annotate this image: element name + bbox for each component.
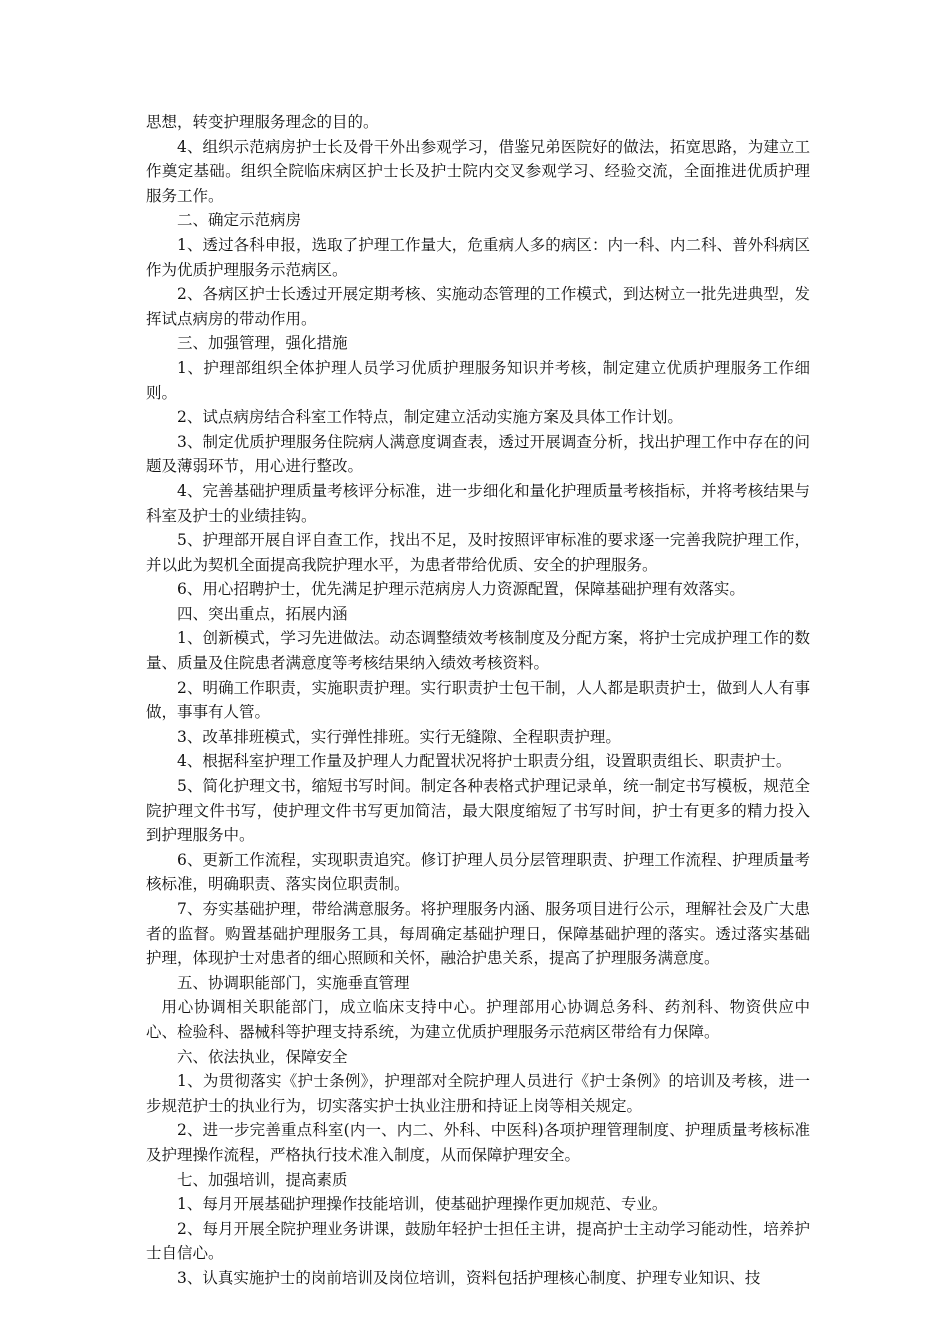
paragraph: 1、护理部组织全体护理人员学习优质护理服务知识并考核，制定建立优质护理服务工作细则。 bbox=[146, 358, 810, 402]
paragraph: 用心协调相关职能部门，成立临床支持中心。护理部用心协调总务科、药剂科、物资供应中心、检验科、器械科等护理支持系统，为建立优质护理服务示范病区带给有力保障。 bbox=[146, 998, 810, 1041]
paragraph: 五、协调职能部门，实施垂直管理 bbox=[177, 973, 410, 992]
paragraph: 2、每月开展全院护理业务讲课，鼓励年轻护士担任主讲，提高护士主动学习能动性，培养护士自信心。 bbox=[146, 1219, 810, 1263]
paragraph: 7、夯实基础护理，带给满意服务。将护理服务内涵、服务项目进行公示，理解社会及广大患者的监督。购置基础护理服务工具，每周确定基础护理日，保障基础护理的落实。透过落实基础护理，体现护士对患者的细心照顾和关怀，融洽护患关系，提高了护理服务满意度。 bbox=[146, 900, 810, 968]
paragraph: 2、各病区护士长透过开展定期考核、实施动态管理的工作模式，到达树立一批先进典型，发挥试点病房的带动作用。 bbox=[146, 285, 810, 328]
paragraph: 4、根据科室护理工作量及护理人力配置状况将护士职责分组，设置职责组长、职责护士。 bbox=[177, 752, 792, 771]
paragraph: 5、护理部开展自评自查工作，找出不足，及时按照评审标准的要求逐一完善我院护理工作，并以此为契机全面提高我院护理水平，为患者带给优质、安全的护理服务。 bbox=[146, 531, 810, 574]
paragraph: 七、加强培训，提高素质 bbox=[177, 1170, 348, 1189]
document-body bbox=[146, 110, 810, 1291]
paragraph: 3、制定优质护理服务住院病人满意度调查表，透过开展调查分析，找出护理工作中存在的问题及薄弱环节，用心进行整改。 bbox=[146, 432, 810, 476]
paragraph: 二、确定示范病房 bbox=[177, 211, 302, 230]
paragraph: 1、创新模式，学习先进做法。动态调整绩效考核制度及分配方案，将护士完成护理工作的数量、质量及住院患者满意度等考核结果纳入绩效考核资料。 bbox=[146, 629, 810, 673]
paragraph: 3、改革排班模式，实行弹性排班。实行无缝隙、全程职责护理。 bbox=[177, 727, 621, 746]
paragraph: 6、用心招聘护士，优先满足护理示范病房人力资源配置，保障基础护理有效落实。 bbox=[177, 580, 745, 599]
paragraph: 2、试点病房结合科室工作特点，制定建立活动实施方案及具体工作计划。 bbox=[177, 408, 683, 427]
paragraph: 3、认真实施护士的岗前培训及岗位培训，资料包括护理核心制度、护理专业知识、技 bbox=[177, 1268, 761, 1287]
paragraph: 1、每月开展基础护理操作技能培训，使基础护理操作更加规范、专业。 bbox=[177, 1195, 668, 1214]
paragraph: 三、加强管理，强化措施 bbox=[177, 334, 348, 353]
paragraph: 六、依法执业，保障安全 bbox=[177, 1047, 348, 1066]
paragraph: 4、组织示范病房护士长及骨干外出参观学习，借鉴兄弟医院好的做法，拓宽思路，为建立工作奠定基础。组织全院临床病区护士长及护士院内交叉参观学习、经验交流，全面推进优质护理服务工作。 bbox=[146, 137, 810, 205]
paragraph: 四、突出重点，拓展内涵 bbox=[177, 604, 348, 623]
paragraph: 5、简化护理文书，缩短书写时间。制定各种表格式护理记录单，统一制定书写模板，规范全院护理文件书写，使护理文件书写更加简洁，最大限度缩短了书写时间，护士有更多的精力投入到护理服务中。 bbox=[146, 777, 810, 845]
paragraph: 1、为贯彻落实《护士条例》，护理部对全院护理人员进行《护士条例》的培训及考核，进一步规范护士的执业行为，切实落实护士执业注册和持证上岗等相关规定。 bbox=[146, 1072, 810, 1115]
paragraph: 6、更新工作流程，实现职责追究。修订护理人员分层管理职责、护理工作流程、护理质量考核标准，明确职责、落实岗位职责制。 bbox=[146, 850, 810, 894]
paragraph: 思想，转变护理服务理念的目的。 bbox=[146, 113, 379, 131]
paragraph: 1、透过各科申报，选取了护理工作量大，危重病人多的病区：内一科、内二科、普外科病区作为优质护理服务示范病区。 bbox=[146, 235, 810, 279]
paragraph: 4、完善基础护理质量考核评分标准，进一步细化和量化护理质量考核指标，并将考核结果与科室及护士的业绩挂钩。 bbox=[146, 481, 810, 525]
paragraph: 2、明确工作职责，实施职责护理。实行职责护士包干制，人人都是职责护士，做到人人有事做，事事有人管。 bbox=[146, 678, 810, 722]
paragraph: 2、进一步完善重点科室(内一、内二、外科、中医科)各项护理管理制度、护理质量考核标准及护理操作流程，严格执行技术准入制度，从而保障护理安全。 bbox=[146, 1121, 810, 1164]
